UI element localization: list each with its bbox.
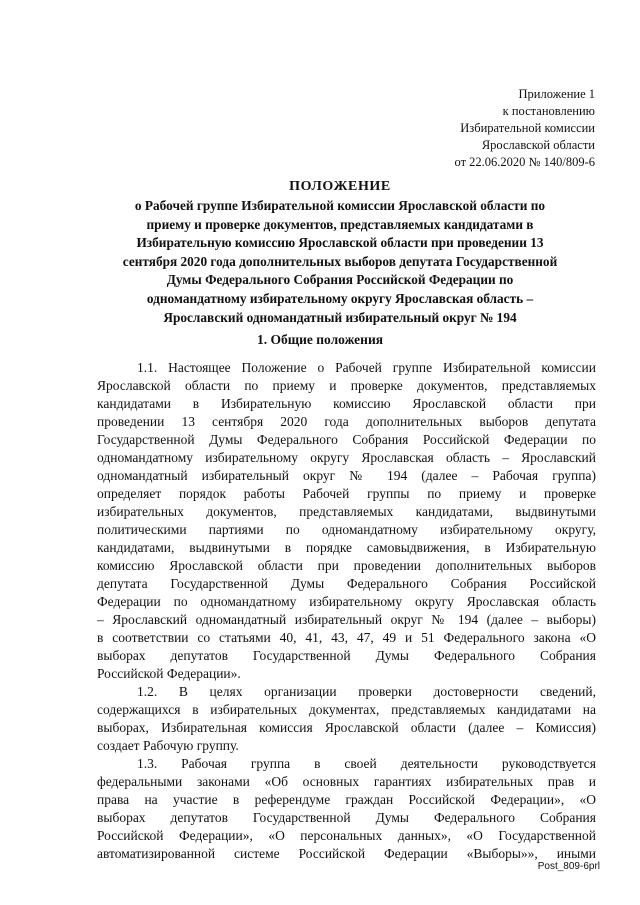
appendix-line: Приложение 1 [518, 87, 595, 101]
appendix-note [455, 86, 596, 171]
paragraph-line: кандидатами, выдвинутыми в порядке самовыдвижения, в Избирательную [97, 540, 596, 555]
paragraph-line: права на участие в референдуме граждан Российской Федерации», «О [97, 792, 596, 807]
subtitle-line: Избирательную комиссию Ярославской области при проведении 13 [136, 235, 544, 251]
paragraph-line: кандидатами в Избирательную комиссию Ярославской области при [97, 396, 596, 411]
appendix-line: Избирательной комиссии [460, 121, 595, 135]
paragraph-line: комиссию Ярославской области при проведении дополнительных выборов [97, 558, 596, 573]
paragraph-line: Государственной Думы Федерального Собрания Российской Федерации по [97, 432, 596, 447]
paragraph-line: – Ярославский одномандатный избирательный округ № 194 (далее – выборы) [97, 612, 596, 627]
paragraph-line: одномандатный избирательный округ № 194 (далее – Рабочая группа) [97, 468, 596, 483]
paragraph-line: выборах депутатов Государственной Думы Федерального Собрания [97, 648, 596, 663]
document-title: ПОЛОЖЕНИЕ [289, 179, 391, 194]
paragraph-line: Федерации по одномандатному избирательному округу Ярославская область [97, 594, 596, 609]
paragraph-line: одномандатному избирательному округу Ярославская область – Ярославский [97, 450, 596, 465]
subtitle-line: Думы Федерального Собрания Российской Федерации по [166, 272, 514, 288]
paragraph-line: депутата Государственной Думы Федерального Собрания Российской [97, 576, 596, 591]
subtitle-line: о Рабочей группе Избирательной комиссии Ярославской области по [134, 198, 546, 213]
paragraph-line: 1.3. Рабочая группа в своей деятельности руководствуется [137, 756, 596, 771]
appendix-line: Ярославской области [481, 138, 595, 152]
appendix-line: к постановлению [502, 104, 595, 118]
footer-code: Post_809-6prl [537, 861, 600, 872]
paragraph-line: избирательных документов, представляемых кандидатами, выдвинутыми [97, 504, 596, 519]
paragraph-line: Ярославской области по приему и проверке документов, представляемых [97, 378, 596, 393]
document-subtitle [90, 197, 590, 327]
paragraph-line: 1.1. Настоящее Положение о Рабочей группе Избирательной комиссии [137, 360, 596, 375]
subtitle-line: Ярославский одномандатный избирательный округ № 194 [163, 309, 517, 325]
paragraph-line: Российской Федерации». [97, 666, 241, 681]
paragraph-line: проведении 13 сентября 2020 года дополнительных выборов депутата [97, 414, 596, 429]
paragraph-line: создает Рабочую группу. [97, 738, 239, 753]
paragraph-line: выборах, Избирательная комиссия Ярославской области (далее – Комиссия) [97, 720, 596, 735]
paragraph-line: определяет порядок работы Рабочей группы по приему и проверке [97, 486, 596, 501]
paragraph-line: политическими партиями по одномандатному избирательному округу, [97, 522, 596, 537]
paragraph-line: в соответствии со статьями 40, 41, 43, 47, 49 и 51 Федерального закона «О [97, 630, 596, 645]
paragraph-line: выборах депутатов Государственной Думы Федерального Собрания [97, 810, 596, 825]
paragraph-line: 1.2. В целях организации проверки достоверности сведений, [137, 684, 596, 699]
paragraph-line: содержащихся в избирательных документах, представляемых кандидатами на [97, 702, 596, 717]
subtitle-line: одномандатному избирательному округу Ярославская область – [146, 290, 534, 306]
paragraph-line: федеральными законами «Об основных гарантиях избирательных прав и [97, 774, 596, 789]
title-block [90, 177, 590, 327]
paragraph-line: автоматизированной системе Российской Федерации «Выборы»», иными [97, 846, 596, 861]
body-text [97, 359, 596, 863]
paragraph-line: Российской Федерации», «О персональных данных», «О Государственной [97, 828, 596, 843]
appendix-line: от 22.06.2020 № 140/809-6 [454, 155, 595, 169]
subtitle-line: приему и проверке документов, представляемых кандидатами в [146, 216, 534, 232]
subtitle-line: сентября 2020 года дополнительных выборов депутата Государственной [122, 253, 558, 269]
section-heading: 1. Общие положения [256, 332, 384, 347]
